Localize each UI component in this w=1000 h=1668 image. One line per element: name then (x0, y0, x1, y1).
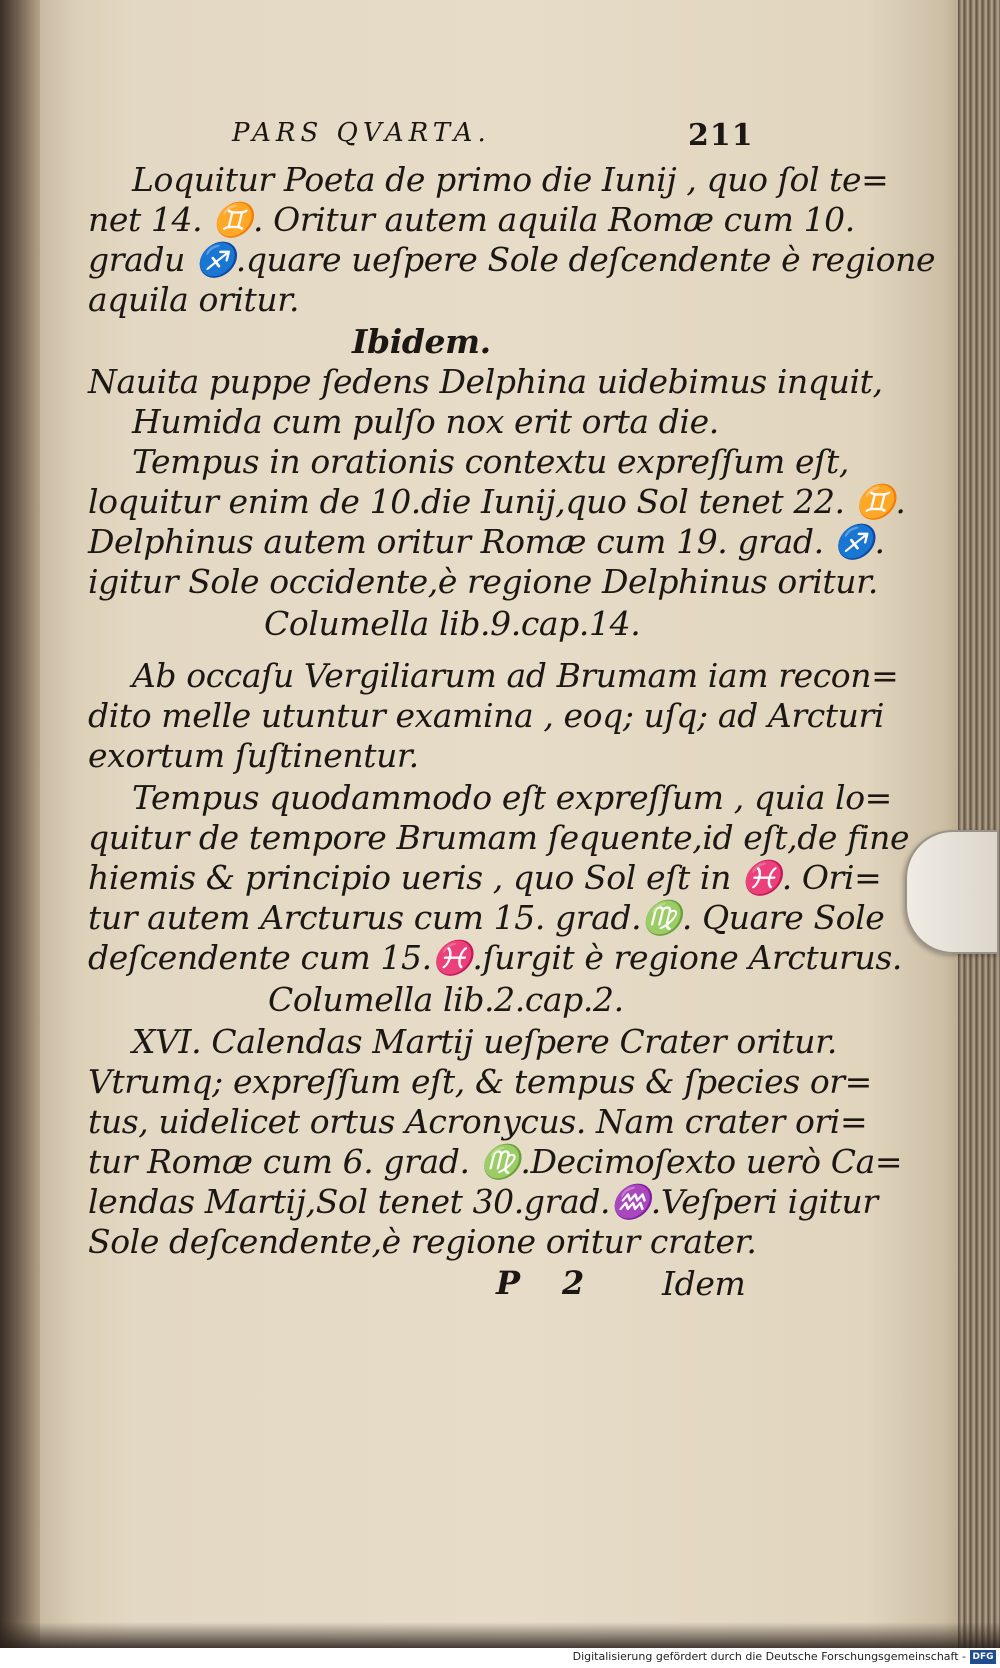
text-line: Sole deſcendente,è regione oritur crater. (88, 1222, 757, 1261)
section-heading: Columella lib.2.cap.2. (268, 980, 624, 1019)
text-line: quitur de tempore Brumam ſequente,id eſt,de fine (88, 818, 910, 857)
signature-number: 2 (562, 1264, 584, 1302)
footer-credit: Digitalisierung gefördert durch die Deutsche Forschungsgemeinschaft - (572, 1650, 966, 1663)
page-bottom-shadow (0, 1622, 1000, 1648)
text-line: Vtrumq; expreſſum eſt, & tempus & ſpecies or= (88, 1062, 872, 1101)
text-line: dito melle utuntur examina , eoq; uſq; ad Arcturi (88, 696, 885, 735)
text-line: net 14. ♊. Oritur autem aquila Romæ cum 10. (88, 200, 855, 239)
section-heading: Columella lib.9.cap.14. (264, 604, 641, 643)
text-line: tur Romæ cum 6. grad. ♍.Decimoſexto uerò Ca= (88, 1142, 903, 1181)
text-line: tur autem Arcturus cum 15. grad.♍. Quare Sole (88, 898, 885, 937)
section-heading: Ibidem. (352, 322, 491, 361)
digitization-footer (0, 1648, 1000, 1668)
text-line: Loquitur Poeta de primo die Iunij , quo ſol te= (132, 160, 889, 199)
text-line: tus, uidelicet ortus Acronycus. Nam crater ori= (88, 1102, 868, 1141)
text-line: Delphinus autem oritur Romæ cum 19. grad. ♐. (88, 522, 885, 561)
text-line: exortum ſuſtinentur. (88, 736, 419, 775)
text-line: hiemis & principio ueris , quo Sol eſt in ♓. Ori= (88, 858, 882, 897)
page-edges (958, 0, 1000, 1648)
text-line: Ab occaſu Vergiliarum ad Brumam iam recon= (132, 656, 899, 695)
text-line: igitur Sole occidente,è regione Delphinus oritur. (88, 562, 878, 601)
text-line: deſcendente cum 15.♓.ſurgit è regione Arcturus. (88, 938, 902, 977)
text-line: Tempus quodammodo eſt expreſſum , quia lo= (132, 778, 892, 817)
text-line: loquitur enim de 10.die Iunij,quo Sol tenet 22. ♊. (88, 482, 906, 521)
catchword: Idem (662, 1264, 746, 1303)
text-line: gradu ♐.quare ueſpere Sole deſcendente è regione (88, 240, 936, 279)
bookmark-tab (905, 830, 999, 954)
verse-line: Humida cum pulſo nox erit orta die. (132, 402, 719, 441)
folio-number: 211 (688, 118, 754, 153)
verse-line: Nauita puppe ſedens Delphina uidebimus inquit, (88, 362, 883, 401)
signature-mark: P (496, 1264, 520, 1302)
text-line: aquila oritur. (88, 280, 300, 319)
dfg-logo-icon: DFG (970, 1650, 996, 1664)
text-line: Tempus in orationis contextu expreſſum eſt, (132, 442, 849, 481)
running-title: PARS QVARTA. (232, 118, 491, 148)
text-line: XVI. Calendas Martij ueſpere Crater oritur. (132, 1022, 837, 1061)
text-line: lendas Martij,Sol tenet 30.grad.♒.Veſperi igitur (88, 1182, 878, 1221)
